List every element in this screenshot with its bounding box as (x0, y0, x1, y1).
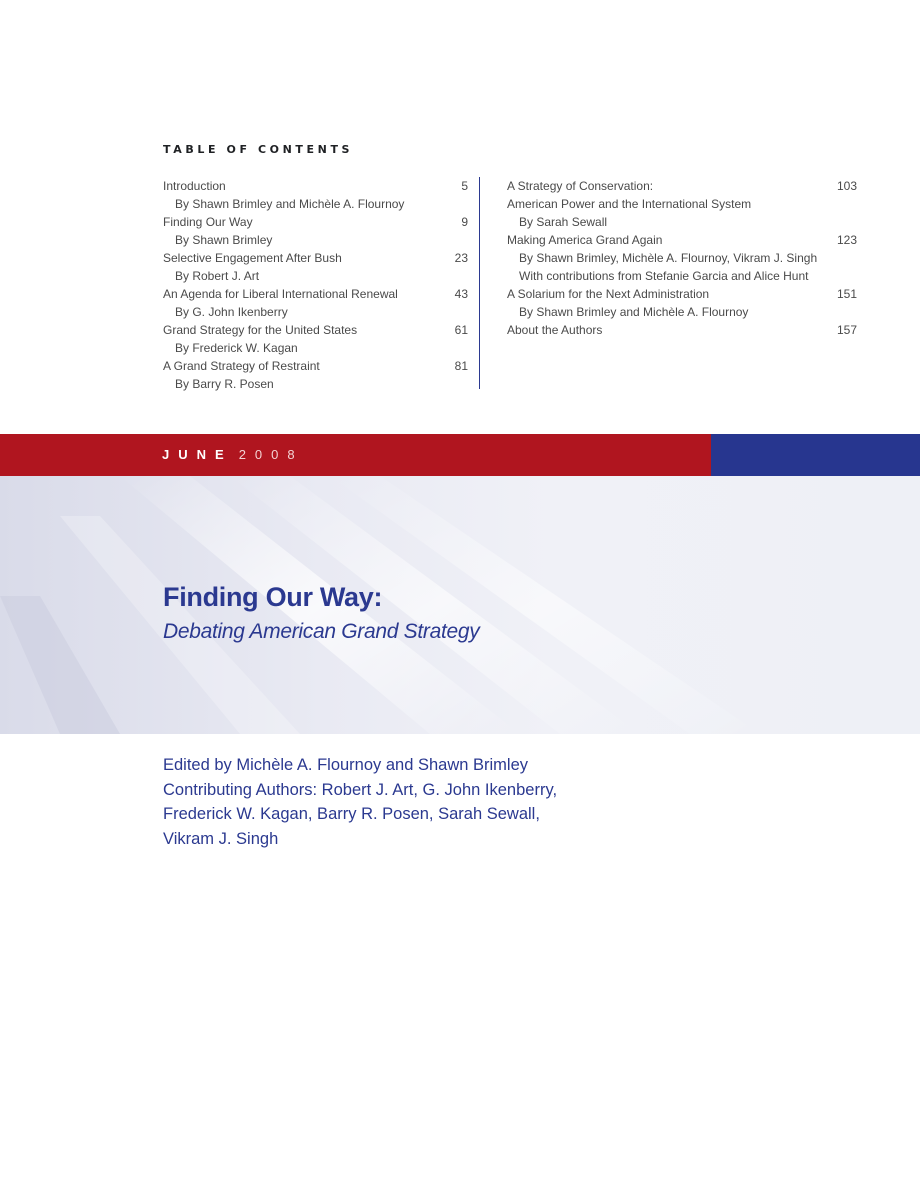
toc-entry-title: About the Authors (507, 323, 603, 337)
toc-left-column (163, 177, 468, 393)
toc-author-line (507, 213, 857, 231)
toc-entry-title: A Strategy of Conservation: (507, 179, 654, 193)
toc-page-number: 9 (461, 215, 468, 229)
toc-author-line (507, 303, 857, 321)
toc-entry (507, 285, 857, 303)
credits-line: Contributing Authors: Robert J. Art, G. John Ikenberry, (163, 780, 558, 799)
date-band-red (0, 434, 711, 476)
toc-entry-title: A Grand Strategy of Restraint (163, 359, 320, 373)
hero-background-image (0, 476, 920, 734)
toc-entry (163, 177, 468, 195)
toc-heading: TABLE OF CONTENTS (163, 143, 354, 156)
date-year: 2008 (238, 447, 304, 462)
toc-entry-title: An Agenda for Liberal International Renewal (163, 287, 398, 301)
toc-page-number: 23 (454, 251, 468, 265)
toc-page-number: 61 (454, 323, 468, 337)
toc-entry (507, 195, 857, 213)
toc-page-number: 43 (454, 287, 468, 301)
publication-date (162, 447, 304, 462)
toc-right-column (507, 177, 857, 339)
toc-author-text: By Frederick W. Kagan (175, 341, 298, 355)
toc-page-number: 81 (454, 359, 468, 373)
toc-page-number: 123 (836, 233, 857, 247)
date-band (0, 434, 920, 476)
toc-author-line (507, 267, 857, 285)
credits-line: Frederick W. Kagan, Barry R. Posen, Sarah Sewall, (163, 805, 540, 824)
date-month: JUNE (162, 447, 233, 462)
report-title: Finding Our Way: (163, 582, 383, 612)
toc-entry-title: Making America Grand Again (507, 233, 663, 247)
toc-entry (163, 357, 468, 375)
toc-entry-title: Selective Engagement After Bush (163, 251, 342, 265)
toc-author-text: By Barry R. Posen (175, 377, 274, 391)
toc-author-text: With contributions from Stefanie Garcia and Alice Hunt (519, 269, 809, 283)
credits-block (163, 753, 557, 852)
credits-line: Vikram J. Singh (163, 830, 279, 849)
toc-entry-title: American Power and the International System (507, 197, 752, 211)
toc-entry (163, 321, 468, 339)
hero-banner (0, 476, 920, 734)
toc-entry-title: Finding Our Way (163, 215, 253, 229)
toc-entry (163, 249, 468, 267)
toc-author-line (163, 375, 468, 393)
toc-author-text: By Shawn Brimley (175, 233, 273, 247)
toc-author-text: By Shawn Brimley and Michèle A. Flournoy (175, 197, 405, 211)
toc-author-line (163, 195, 468, 213)
toc-author-line (163, 231, 468, 249)
toc-author-text: By Sarah Sewall (519, 215, 608, 229)
toc-author-line (507, 249, 857, 267)
credits-line: Edited by Michèle A. Flournoy and Shawn Brimley (163, 756, 529, 774)
toc-author-text: By Robert J. Art (175, 269, 260, 283)
toc-entry-title: Grand Strategy for the United States (163, 323, 358, 337)
toc-author-line (163, 267, 468, 285)
toc-entry-title: Introduction (163, 179, 226, 193)
toc-page-number: 5 (461, 179, 468, 193)
toc-divider (479, 177, 480, 389)
toc-author-text: By Shawn Brimley, Michèle A. Flournoy, Vikram J. Singh (519, 251, 818, 265)
toc-entry (507, 177, 857, 195)
toc-entry (507, 231, 857, 249)
toc-entry (507, 321, 857, 339)
toc-author-line (163, 339, 468, 357)
toc-entry (163, 285, 468, 303)
toc-page-number: 157 (836, 323, 857, 337)
toc-author-line (163, 303, 468, 321)
date-band-blue (711, 434, 920, 476)
report-subtitle: Debating American Grand Strategy (163, 620, 480, 643)
toc-entry (163, 213, 468, 231)
toc-page-number: 103 (836, 179, 857, 193)
toc-entry-title: A Solarium for the Next Administration (507, 287, 710, 301)
toc-page-number: 151 (836, 287, 857, 301)
toc-author-text: By G. John Ikenberry (175, 305, 288, 319)
toc-author-text: By Shawn Brimley and Michèle A. Flournoy (519, 305, 749, 319)
